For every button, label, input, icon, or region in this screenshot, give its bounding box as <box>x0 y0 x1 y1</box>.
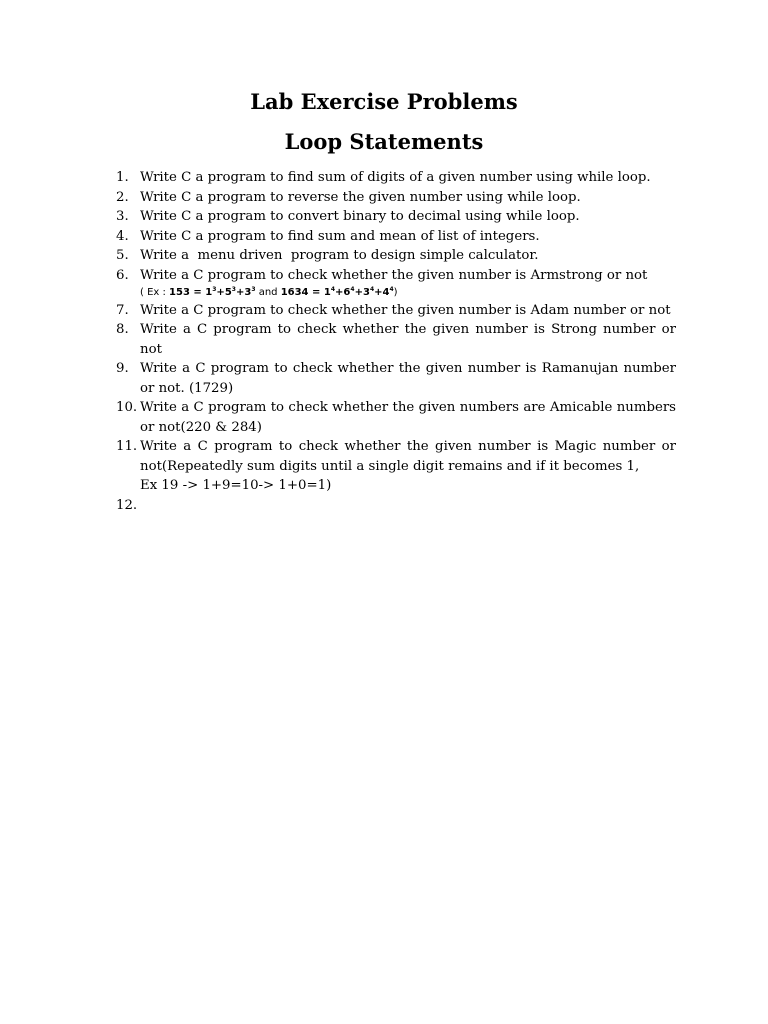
item-number: 4. <box>116 228 129 244</box>
example-power: 3 <box>231 286 236 293</box>
document-title: Lab Exercise Problems <box>250 89 518 114</box>
example-power: 4 <box>330 286 336 293</box>
item-number: 7. <box>116 302 129 318</box>
example-digit: 3 <box>244 287 252 298</box>
example-suffix: ) <box>393 287 398 298</box>
item-number: 11. <box>116 439 138 454</box>
list-item <box>116 437 676 496</box>
item-number: 8. <box>116 322 129 337</box>
list-item <box>116 301 676 321</box>
item-text-example: Ex 19 -> 1+9=10-> 1+0=1) <box>140 478 332 493</box>
list-item <box>116 188 676 208</box>
example-power: 4 <box>389 286 394 293</box>
example-digit: 3 <box>362 287 370 298</box>
list-item <box>116 207 676 227</box>
example-equals: = <box>308 287 324 298</box>
item-text: Write C a program to reverse the given number using while loop. <box>140 189 581 205</box>
example-equals: = <box>189 287 206 298</box>
item-number: 6. <box>116 267 129 283</box>
list-item <box>116 496 676 516</box>
document-subtitle: Loop Statements <box>284 129 484 154</box>
item-number: 2. <box>116 189 129 205</box>
item-text: Write a C program to check whether the given number is Armstrong or not <box>140 267 648 283</box>
item-number: 10. <box>116 400 138 415</box>
item-number: 5. <box>116 248 129 263</box>
example-digit: 1 <box>205 287 213 298</box>
item-number: 9. <box>116 361 129 376</box>
list-item <box>116 320 676 359</box>
item-text: Write C a program to find sum of digits of a given number using while loop. <box>140 170 651 185</box>
example-prefix: ( Ex : <box>140 287 170 298</box>
list-item <box>116 168 676 188</box>
example-power: 4 <box>369 286 375 293</box>
list-item <box>116 359 676 398</box>
list-item <box>116 266 676 286</box>
example-digit: 4 <box>382 287 390 298</box>
example-and: and <box>255 287 281 298</box>
item-number: 3. <box>116 209 129 224</box>
item-text: Write a C program to check whether the given number is Ramanujan number or not. (1729) <box>140 361 676 396</box>
list-item <box>116 227 676 247</box>
example-number-1: 153 <box>169 287 190 298</box>
example-digit: 6 <box>343 287 351 298</box>
example-digit: 5 <box>224 287 232 298</box>
item-text <box>140 496 676 516</box>
list-item <box>116 246 676 266</box>
list-item <box>116 398 676 437</box>
item-text: Write a C program to check whether the given number is Strong number or not <box>140 322 676 357</box>
item-text: Write a C program to check whether the given number is Adam number or not <box>140 302 671 318</box>
example-power: 4 <box>350 286 355 293</box>
item-text: Write C a program to find sum and mean of list of integers. <box>140 228 540 244</box>
problem-list <box>116 168 676 515</box>
item-number: 1. <box>116 170 129 185</box>
item-text: Write C a program to convert binary to decimal using while loop. <box>140 209 580 224</box>
example-power: 3 <box>251 286 256 293</box>
item-number: 12. <box>116 497 138 513</box>
armstrong-example: ( Ex : $153 = 1^3+5^3+3^3$ and $1634 = 1^4+6^4+3^4+4^4$) <box>140 286 398 298</box>
example-power: 3 <box>212 286 217 293</box>
example-digit: 1 <box>323 287 331 298</box>
item-text: Write a menu driven program to design simple calculator. <box>140 248 539 263</box>
example-number-2: 1634 <box>280 287 309 298</box>
item-text: Write a C program to check whether the given numbers are Amicable numbers or not(220 & 284) <box>140 400 676 435</box>
item-text: Write a C program to check whether the given number is Magic number or not(Repeatedly sum digits until a single digit remains and if it becomes 1, <box>140 439 676 474</box>
